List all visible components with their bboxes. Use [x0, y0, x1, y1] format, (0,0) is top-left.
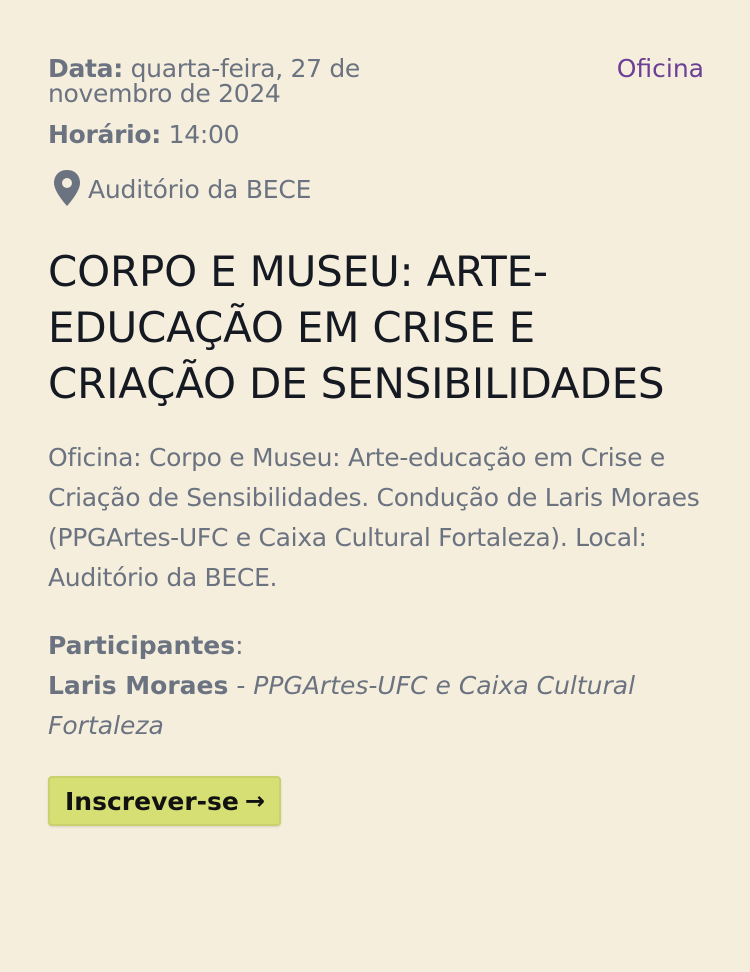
date-label: Data:	[48, 54, 123, 83]
register-button-label: Inscrever-se	[65, 786, 239, 816]
participant-name: Laris Moraes	[48, 671, 229, 700]
arrow-right-icon: →	[244, 787, 265, 815]
event-card	[48, 56, 704, 826]
time-value: 14:00	[168, 120, 240, 149]
participant-affiliation: PPGArtes-UFC e Caixa Cultural Fortaleza	[48, 671, 636, 740]
category-tag: Oficina	[616, 54, 704, 83]
participants-section	[48, 626, 704, 746]
map-pin-icon	[48, 168, 88, 210]
date-value: quarta-feira, 27 de novembro de 2024	[48, 54, 360, 108]
participants-heading	[48, 626, 704, 666]
event-time	[48, 120, 704, 150]
event-meta-row	[48, 56, 704, 106]
event-location	[48, 168, 704, 210]
participants-label: Participantes	[48, 631, 236, 660]
register-button[interactable]	[48, 776, 281, 826]
participant-item	[48, 666, 704, 746]
event-title: CORPO E MUSEU: ARTE-EDUCAÇÃO EM CRISE E CRIAÇÃO DE SENSIBILIDADES	[48, 247, 665, 408]
participant-separator: -	[228, 671, 254, 700]
participants-colon: :	[235, 631, 244, 660]
time-label: Horário:	[48, 120, 161, 149]
event-date	[48, 56, 468, 106]
event-description: Oficina: Corpo e Museu: Arte-educação em Crise e Criação de Sensibilidades. Condução de Laris Moraes (PPGArtes-UFC e Caixa Cultural Fortaleza). Local: Auditório da BECE.	[48, 443, 700, 592]
location-text: Auditório da BECE	[88, 174, 312, 204]
